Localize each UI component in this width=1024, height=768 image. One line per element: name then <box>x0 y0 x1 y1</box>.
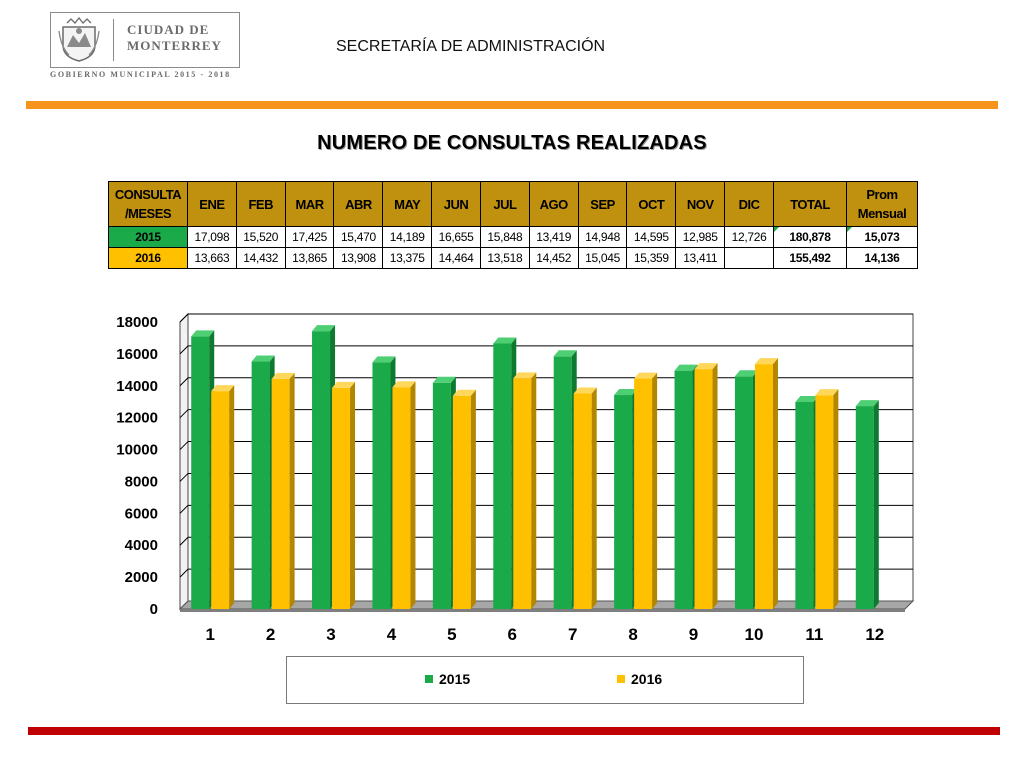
bar-2016 <box>272 379 290 609</box>
plot-floor-edge <box>180 609 905 612</box>
table-cell: 15,848 <box>480 227 529 248</box>
bar-2016 <box>453 396 471 609</box>
bar-side-2016 <box>773 358 778 609</box>
table-cell: 13,865 <box>285 248 334 269</box>
bar-side-2016 <box>592 387 597 609</box>
bar-side-2016 <box>410 381 415 609</box>
row-total: 180,878 <box>774 227 847 248</box>
bar-side-2016 <box>652 373 657 609</box>
header-month: JUN <box>432 182 481 227</box>
table-cell: 15,359 <box>627 248 676 269</box>
bar-side-2016 <box>229 385 234 609</box>
table-cell: 14,595 <box>627 227 676 248</box>
bar-2016 <box>392 387 410 609</box>
legend-swatch-2015 <box>425 675 433 683</box>
table-cell: 13,518 <box>480 248 529 269</box>
y-tick-label: 18000 <box>116 314 158 331</box>
table-cell: 14,452 <box>529 248 578 269</box>
x-tick-label: 11 <box>805 625 824 644</box>
page-title: NUMERO DE CONSULTAS REALIZADAS <box>317 132 707 154</box>
header-month: JUL <box>480 182 529 227</box>
bar-2016 <box>695 369 713 609</box>
bar-2016 <box>634 379 652 609</box>
header-month: AGO <box>529 182 578 227</box>
bar-side-2015 <box>874 400 879 609</box>
x-tick-label: 5 <box>447 625 457 644</box>
bar-2015 <box>312 331 330 609</box>
row-average: 15,073 <box>847 227 918 248</box>
logo-line-2: MONTERREY <box>127 38 222 53</box>
header-month: SEP <box>578 182 627 227</box>
bar-2016 <box>755 364 773 609</box>
plot-side-wall <box>180 314 188 609</box>
bar-2015 <box>191 336 209 609</box>
header-meses: /MESES <box>124 206 172 221</box>
bar-2015 <box>554 356 572 609</box>
row-average: 14,136 <box>847 248 918 269</box>
x-tick-label: 3 <box>326 625 336 644</box>
legend-label-2016: 2016 <box>631 671 663 687</box>
bar-2016 <box>332 388 350 609</box>
table-cell: 17,425 <box>285 227 334 248</box>
bar-2015 <box>675 371 693 609</box>
table-cell: 13,419 <box>529 227 578 248</box>
row-total: 155,492 <box>774 248 847 269</box>
table-cell: 15,470 <box>334 227 383 248</box>
bar-2015 <box>735 376 753 609</box>
red-divider <box>28 727 1000 735</box>
bar-2015 <box>795 402 813 609</box>
bar-2015 <box>493 343 511 609</box>
table-cell: 15,520 <box>236 227 285 248</box>
table-cell: 13,663 <box>188 248 237 269</box>
x-tick-label: 7 <box>567 625 578 644</box>
header-total: TOTAL <box>774 182 847 227</box>
header-month: MAY <box>383 182 432 227</box>
legend-swatch-2016 <box>617 675 625 683</box>
bar-2016 <box>513 378 531 609</box>
bar-2015 <box>372 362 390 609</box>
y-tick-label: 10000 <box>116 441 158 459</box>
bar-2016 <box>574 393 592 609</box>
logo-line-1: CIUDAD DE <box>127 22 210 37</box>
x-tick-label: 4 <box>386 625 397 644</box>
table-cell: 12,726 <box>725 227 774 248</box>
x-tick-label: 2 <box>265 625 276 644</box>
table-cell: 14,948 <box>578 227 627 248</box>
table-cell: 16,655 <box>432 227 481 248</box>
bar-side-2016 <box>471 390 476 609</box>
legend-item-2015 <box>425 671 470 687</box>
header-month: MAR <box>285 182 334 227</box>
y-tick-label: 2000 <box>124 569 158 587</box>
header-month: NOV <box>676 182 725 227</box>
y-tick-label: 14000 <box>116 377 158 395</box>
table-cell: 17,098 <box>188 227 237 248</box>
x-tick-label: 9 <box>688 625 699 644</box>
y-tick-label: 8000 <box>124 473 158 491</box>
table-cell: 14,189 <box>383 227 432 248</box>
y-tick-label: 0 <box>149 601 158 618</box>
table-cell: 13,375 <box>383 248 432 269</box>
header-month: FEB <box>236 182 285 227</box>
x-tick-label: 10 <box>744 625 764 644</box>
bar-2015 <box>433 383 451 609</box>
header-month: ABR <box>334 182 383 227</box>
header-month: DIC <box>725 182 774 227</box>
x-tick-label: 12 <box>865 625 885 644</box>
table-cell: 12,985 <box>676 227 725 248</box>
table-cell: 13,908 <box>334 248 383 269</box>
legend-label-2015: 2015 <box>439 671 471 687</box>
bar-2015 <box>252 362 270 609</box>
bar-2016 <box>211 391 229 609</box>
table-cell: 13,411 <box>676 248 725 269</box>
y-tick-label: 12000 <box>116 409 158 427</box>
table-cell: 15,045 <box>578 248 627 269</box>
header-prom: Prom <box>866 187 898 202</box>
y-tick-label: 4000 <box>124 537 158 555</box>
x-tick-label: 1 <box>205 625 215 644</box>
government-period: GOBIERNO MUNICIPAL 2015 - 2018 <box>50 70 231 79</box>
header-consulta: CONSULTA <box>114 187 182 202</box>
table-cell: 14,432 <box>236 248 285 269</box>
bar-2016 <box>815 395 833 609</box>
bar-2015 <box>614 395 632 609</box>
row-year: 2016 <box>109 248 188 269</box>
department-title: SECRETARÍA DE ADMINISTRACIÓN <box>336 38 606 55</box>
chart-legend <box>286 656 804 704</box>
header-month: OCT <box>627 182 676 227</box>
legend-item-2016 <box>617 671 662 687</box>
bar-side-2016 <box>531 372 536 609</box>
table-cell: 14,464 <box>432 248 481 269</box>
header-mensual: Mensual <box>857 206 907 221</box>
row-year: 2015 <box>109 227 188 248</box>
x-tick-label: 8 <box>628 625 638 644</box>
bar-2015 <box>856 406 874 609</box>
bar-side-2016 <box>833 389 838 609</box>
x-tick-label: 6 <box>507 625 518 644</box>
bar-side-2016 <box>713 363 718 609</box>
y-tick-label: 6000 <box>124 505 158 523</box>
bar-side-2016 <box>290 373 295 609</box>
bar-side-2016 <box>350 382 355 609</box>
header-month: ENE <box>188 182 237 227</box>
y-tick-label: 16000 <box>116 345 158 363</box>
